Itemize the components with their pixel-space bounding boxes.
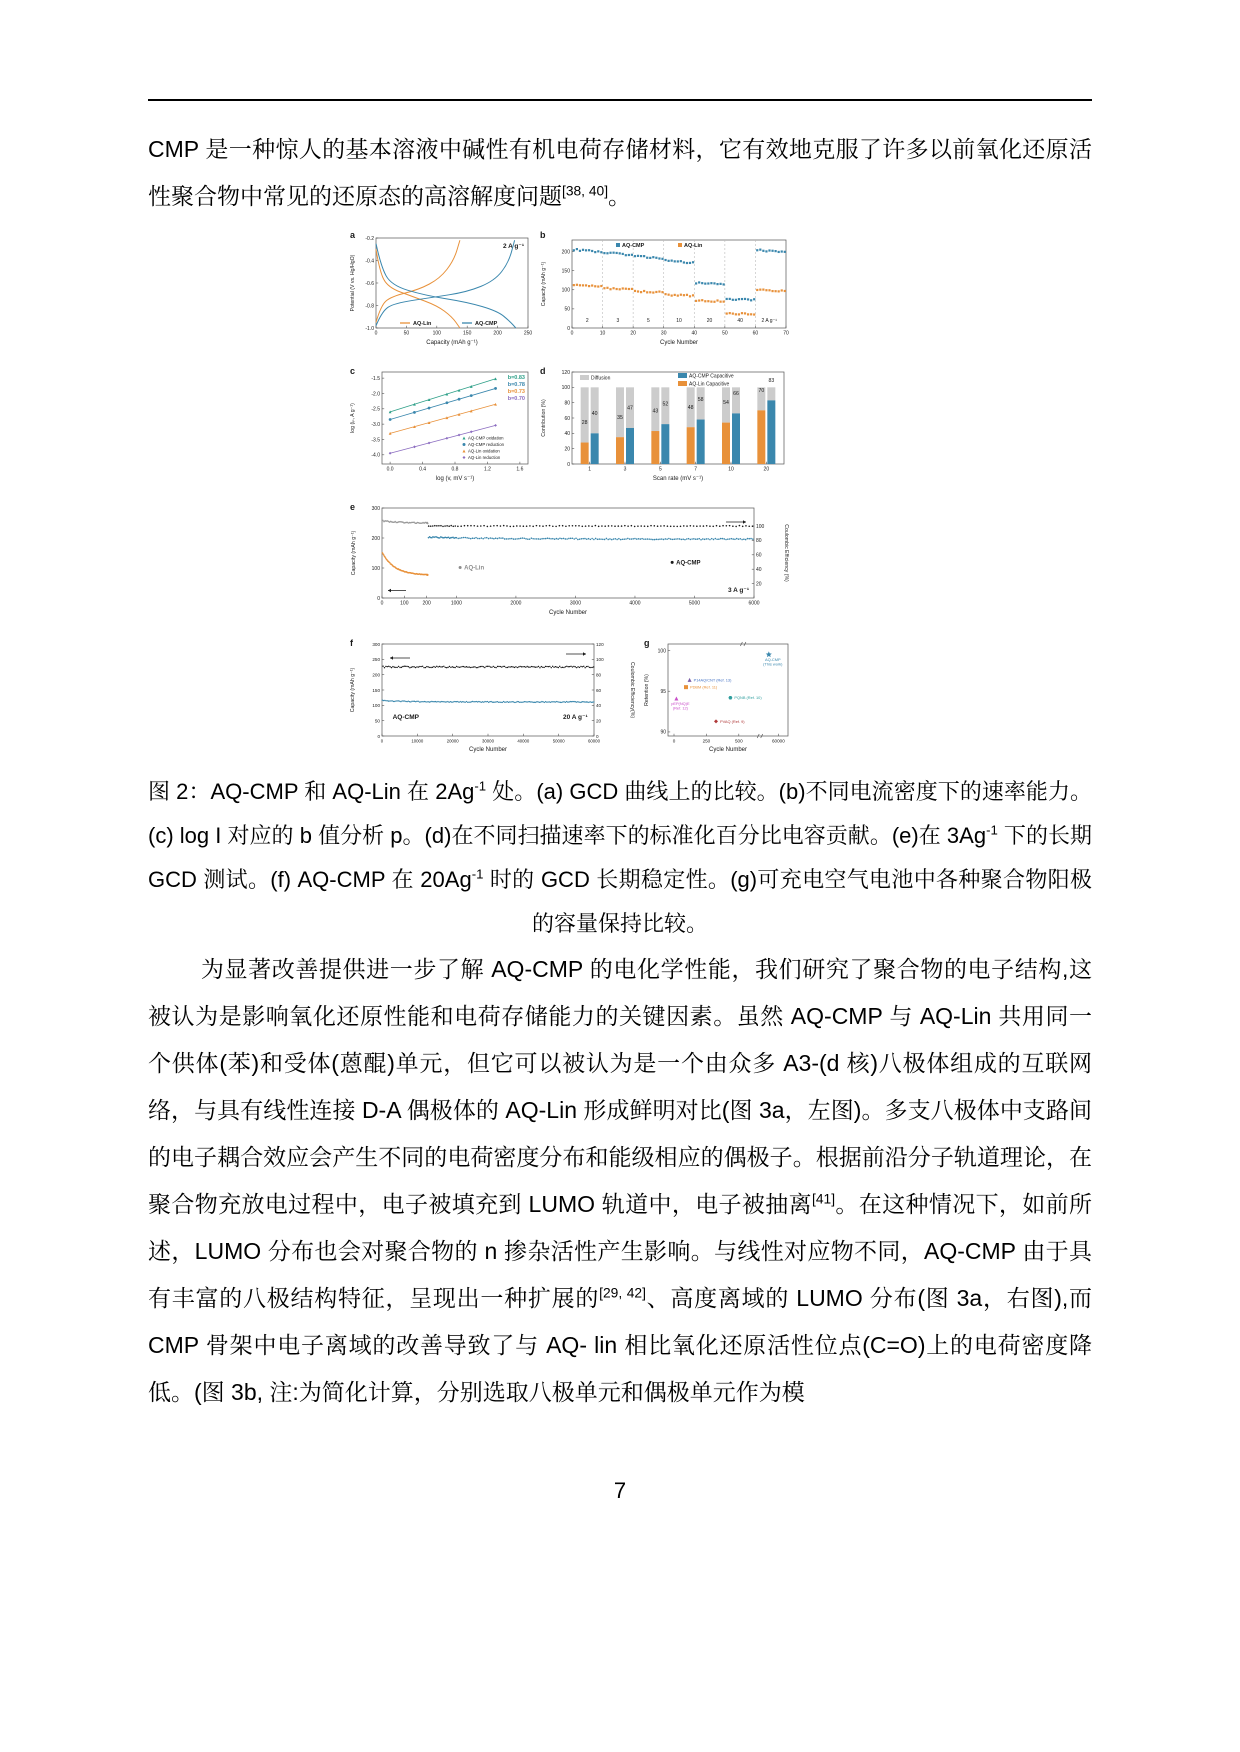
svg-text:AQ-Lin Capacitive: AQ-Lin Capacitive xyxy=(689,381,730,388)
svg-text:50: 50 xyxy=(403,330,410,337)
para2-text: 为显著改善提供进一步了解 AQ-CMP 的电化学性能，我们研究了聚合物的电子结构,这被认为是影响氧化还原性能和电荷存储能力的关键因素。虽然 AQ-CMP 与 AQ-Lin 共用同一个供体(苯)和受体(蒽醌)单元，但它可以被认为是一个由众多 A3-(d 核)八极体组成的互联网络，与具有线性连接 D-A 偶极体的 AQ-Lin 形成鲜明对比(图 3a，左图)。多支八极体中支路间的电子耦合效应会产生不同的电荷密度分布和能级相应的偶极子。根据前沿分子轨道理论，在聚合物充放电过程中，电子被填充到 LUMO 轨道中，电子被抽离 xyxy=(148,956,1092,1217)
svg-text:150: 150 xyxy=(463,330,472,337)
caption-run: 图 2：AQ-CMP 和 AQ-Lin 在 2Ag xyxy=(148,779,475,804)
svg-text:20: 20 xyxy=(756,581,762,588)
svg-text:-2.0: -2.0 xyxy=(371,391,380,398)
svg-text:40: 40 xyxy=(691,330,698,337)
svg-text:b: b xyxy=(540,230,546,240)
chart-f-stability-20a xyxy=(346,636,638,774)
svg-text:50: 50 xyxy=(564,306,570,313)
svg-text:Cycle Number: Cycle Number xyxy=(468,747,508,753)
svg-text:Capacity (mAh g⁻¹): Capacity (mAh g⁻¹) xyxy=(426,340,478,346)
svg-text:10000: 10000 xyxy=(411,738,424,744)
svg-text:-0.2: -0.2 xyxy=(365,235,374,242)
svg-text:Capacity (mAh g⁻¹): Capacity (mAh g⁻¹) xyxy=(351,530,357,576)
svg-text:150: 150 xyxy=(372,687,380,693)
chart-g-retention-comparison xyxy=(640,636,792,774)
para1-end: 。 xyxy=(608,183,632,209)
svg-text:Contribution (%): Contribution (%) xyxy=(541,399,547,437)
svg-text:28: 28 xyxy=(581,420,588,427)
svg-text:f: f xyxy=(350,638,353,648)
svg-text:200: 200 xyxy=(493,330,502,337)
svg-text:c: c xyxy=(350,366,356,376)
svg-text:70: 70 xyxy=(783,330,789,337)
svg-text:5: 5 xyxy=(647,317,650,324)
svg-text:80: 80 xyxy=(756,538,762,545)
svg-text:2 A g⁻¹: 2 A g⁻¹ xyxy=(502,243,524,250)
svg-text:Scan rate (mV s⁻¹): Scan rate (mV s⁻¹) xyxy=(652,476,704,482)
svg-text:0.4: 0.4 xyxy=(419,466,427,473)
page-number: 7 xyxy=(613,1478,627,1503)
svg-text:3: 3 xyxy=(616,317,620,324)
svg-text:Capacity (mAh g⁻¹): Capacity (mAh g⁻¹) xyxy=(541,261,547,307)
svg-text:0: 0 xyxy=(567,461,570,468)
svg-text:0.8: 0.8 xyxy=(451,466,459,473)
chart-e-long-term-gcd xyxy=(346,500,792,634)
svg-text:200: 200 xyxy=(372,672,380,678)
caption-run: 处。(a) GCD 曲线上的比较。(b)不同电流密度下的速率能力。(c) log I 对应的 b 值分析 p。(d)在不同扫描速率下的标准化百分比电容贡献。(e)在 3Ag xyxy=(148,779,1092,848)
svg-text:0: 0 xyxy=(374,330,378,337)
svg-text:40: 40 xyxy=(596,703,602,709)
svg-text:250: 250 xyxy=(523,330,533,337)
svg-text:1: 1 xyxy=(588,466,592,473)
svg-text:0: 0 xyxy=(380,738,384,744)
svg-text:0: 0 xyxy=(377,733,380,739)
svg-text:60000: 60000 xyxy=(772,738,785,744)
svg-text:Cycle Number: Cycle Number xyxy=(548,610,588,616)
svg-text:100: 100 xyxy=(372,703,380,709)
svg-text:0: 0 xyxy=(377,595,380,602)
svg-text:300: 300 xyxy=(372,641,380,647)
chart-c-b-value-analysis xyxy=(346,364,536,498)
svg-text:AQ-Lin: AQ-Lin xyxy=(413,321,432,327)
svg-text:58: 58 xyxy=(697,397,704,404)
svg-text:35: 35 xyxy=(617,414,623,421)
svg-text:43: 43 xyxy=(652,408,659,415)
header-rule xyxy=(148,99,1092,101)
svg-text:90: 90 xyxy=(660,729,666,736)
svg-text:log (iₚ, A g⁻¹): log (iₚ, A g⁻¹) xyxy=(350,403,356,433)
svg-text:40000: 40000 xyxy=(517,738,530,744)
para2-text: 、高度离域的 LUMO 分布(图 3a，右图),而 CMP 骨架中电子离域的改善导致了与 AQ- lin 相比氧化还原活性位点(C=O)上的电荷密度降低。(图 3b, 注:为简化计算，分别选取八极单元和偶极单元作为模 xyxy=(148,1285,1093,1405)
svg-text:Cycle Number: Cycle Number xyxy=(659,340,699,346)
svg-text:P14AQ/CNT (Ref. 13): P14AQ/CNT (Ref. 13) xyxy=(693,677,732,683)
svg-text:e: e xyxy=(350,502,356,512)
citation-41: [41] xyxy=(812,1191,836,1207)
svg-text:10: 10 xyxy=(676,317,682,324)
svg-text:50: 50 xyxy=(722,330,728,337)
svg-text:AQ-CMP: AQ-CMP xyxy=(622,243,645,249)
svg-text:(Ref. 12): (Ref. 12) xyxy=(672,705,688,711)
svg-text:AQ-CMP Capacitive: AQ-CMP Capacitive xyxy=(689,373,734,380)
svg-text:60: 60 xyxy=(752,330,759,337)
svg-text:100: 100 xyxy=(561,287,570,294)
svg-text:1.2: 1.2 xyxy=(483,466,491,473)
figure-2-caption xyxy=(148,770,1092,946)
svg-text:100: 100 xyxy=(561,385,570,392)
svg-text:AQ-Lin reduction: AQ-Lin reduction xyxy=(468,455,501,461)
svg-text:40: 40 xyxy=(737,317,743,324)
svg-text:3000: 3000 xyxy=(569,600,582,607)
svg-text:-3.5: -3.5 xyxy=(371,437,380,444)
svg-text:20: 20 xyxy=(564,446,570,453)
svg-text:AQ-Lin oxidation: AQ-Lin oxidation xyxy=(468,448,500,454)
svg-text:80: 80 xyxy=(564,400,570,407)
svg-text:40: 40 xyxy=(756,567,762,573)
svg-text:Diffusion: Diffusion xyxy=(591,375,611,382)
svg-text:10: 10 xyxy=(599,330,606,337)
svg-text:Coulombic Efficiency (%): Coulombic Efficiency (%) xyxy=(783,524,789,582)
svg-text:-1.5: -1.5 xyxy=(371,375,380,382)
svg-text:3: 3 xyxy=(623,466,627,473)
svg-text:-2.5: -2.5 xyxy=(371,406,380,413)
svg-text:6000: 6000 xyxy=(748,600,760,607)
para2-text: 。在这种情况下，如前所述，LUMO 分布也会对聚合物的 n 掺杂活性产生影响。与线性对应物不同，AQ-CMP 由于具有丰富的八极结构特征，呈现出一种扩展的 xyxy=(148,1191,1093,1311)
superscript: -1 xyxy=(474,778,487,794)
svg-text:Retention (%): Retention (%) xyxy=(644,674,650,706)
svg-text:0: 0 xyxy=(567,325,570,332)
para1-text: CMP 是一种惊人的基本溶液中碱性有机电荷存储材料，它有效地克服了许多以前氧化还原活性聚合物中常见的还原态的高溶解度问题 xyxy=(148,136,1092,209)
svg-text:30: 30 xyxy=(660,330,667,337)
superscript: -1 xyxy=(471,866,484,882)
chart-d-capacitive-contribution xyxy=(536,364,792,498)
svg-text:Cycle Number: Cycle Number xyxy=(708,747,748,753)
svg-text:0: 0 xyxy=(596,733,599,739)
svg-text:7: 7 xyxy=(694,466,698,473)
paragraph-1 xyxy=(148,126,1092,220)
svg-text:PQNB (Ref. 10): PQNB (Ref. 10) xyxy=(734,695,762,701)
svg-text:60: 60 xyxy=(564,415,570,422)
svg-text:250: 250 xyxy=(702,738,711,744)
svg-text:100: 100 xyxy=(371,565,380,572)
svg-text:Coulombic Efficiency(%): Coulombic Efficiency(%) xyxy=(629,661,635,719)
figure-2 xyxy=(346,228,792,776)
svg-text:0: 0 xyxy=(672,738,676,744)
svg-text:AQ-Lin: AQ-Lin xyxy=(684,243,703,249)
svg-text:a: a xyxy=(350,230,356,240)
svg-text:83: 83 xyxy=(768,377,775,384)
svg-text:250: 250 xyxy=(372,657,380,663)
svg-text:log (v, mV s⁻¹): log (v, mV s⁻¹) xyxy=(435,476,475,482)
svg-text:120: 120 xyxy=(561,369,570,376)
svg-text:100: 100 xyxy=(756,523,765,530)
svg-text:48: 48 xyxy=(687,404,694,411)
citation-38-40: [38, 40] xyxy=(562,183,609,199)
svg-text:150: 150 xyxy=(561,268,570,275)
svg-text:2: 2 xyxy=(585,317,589,324)
svg-text:1.6: 1.6 xyxy=(516,466,524,473)
svg-text:40: 40 xyxy=(591,410,598,417)
svg-text:2 A g⁻¹: 2 A g⁻¹ xyxy=(761,317,777,324)
svg-text:95: 95 xyxy=(660,689,666,696)
svg-text:200: 200 xyxy=(422,600,431,607)
svg-text:b=0.70: b=0.70 xyxy=(507,396,525,402)
svg-text:5000: 5000 xyxy=(688,600,701,607)
svg-text:g: g xyxy=(644,638,650,648)
svg-text:100: 100 xyxy=(596,657,604,663)
svg-text:AQ-CMP: AQ-CMP xyxy=(765,657,781,663)
svg-text:52: 52 xyxy=(662,401,669,408)
svg-text:50000: 50000 xyxy=(552,738,565,744)
svg-text:PDBM (Ref. 11): PDBM (Ref. 11) xyxy=(690,684,718,690)
svg-text:AQ-CMP: AQ-CMP xyxy=(676,560,701,567)
svg-text:3 A g⁻¹: 3 A g⁻¹ xyxy=(727,587,749,594)
citation-29-42: [29, 42] xyxy=(599,1285,646,1301)
svg-text:20: 20 xyxy=(596,718,602,724)
svg-text:100: 100 xyxy=(657,648,666,655)
svg-text:20: 20 xyxy=(706,317,713,324)
svg-text:100: 100 xyxy=(432,330,441,337)
svg-text:300: 300 xyxy=(371,505,380,512)
svg-text:200: 200 xyxy=(561,249,570,256)
svg-text:70: 70 xyxy=(758,387,765,394)
svg-text:80: 80 xyxy=(596,672,602,678)
svg-text:-3.0: -3.0 xyxy=(371,421,380,428)
svg-text:-0.4: -0.4 xyxy=(365,258,374,265)
paragraph-2 xyxy=(148,946,1092,1416)
svg-text:1000: 1000 xyxy=(450,600,462,607)
svg-text:54: 54 xyxy=(723,400,729,407)
svg-text:-4.0: -4.0 xyxy=(371,452,380,459)
svg-text:d: d xyxy=(540,366,546,376)
svg-text:10: 10 xyxy=(728,466,734,473)
svg-text:b=0.78: b=0.78 xyxy=(507,382,525,388)
svg-text:100: 100 xyxy=(400,600,409,607)
svg-text:60: 60 xyxy=(596,687,602,693)
svg-text:-0.6: -0.6 xyxy=(365,280,374,287)
svg-text:47: 47 xyxy=(627,405,633,412)
svg-text:200: 200 xyxy=(371,535,380,542)
svg-text:5: 5 xyxy=(658,466,662,473)
svg-text:20 A g⁻¹: 20 A g⁻¹ xyxy=(563,714,588,722)
svg-text:Potential (V vs. Hg/HgO): Potential (V vs. Hg/HgO) xyxy=(350,254,356,312)
svg-text:2000: 2000 xyxy=(510,600,522,607)
svg-text:20: 20 xyxy=(763,466,770,473)
svg-text:-1.0: -1.0 xyxy=(365,325,374,332)
svg-text:(This work): (This work) xyxy=(763,661,783,667)
svg-text:20000: 20000 xyxy=(446,738,459,744)
svg-text:50: 50 xyxy=(374,718,380,724)
svg-text:4000: 4000 xyxy=(629,600,641,607)
svg-text:66: 66 xyxy=(733,391,739,397)
svg-text:AQ-CMP: AQ-CMP xyxy=(475,321,498,327)
superscript: -1 xyxy=(986,822,998,838)
svg-text:0.0: 0.0 xyxy=(386,466,394,473)
caption-run: 时的 GCD 长期稳定性。(g)可充电空气电池中各种聚合物阳极的容量保持比较。 xyxy=(483,867,1092,936)
svg-text:b=0.73: b=0.73 xyxy=(507,389,525,395)
svg-text:AQ-Lin: AQ-Lin xyxy=(464,565,485,572)
svg-text:0: 0 xyxy=(380,600,384,607)
svg-text:AQ-CMP reduction: AQ-CMP reduction xyxy=(468,442,504,448)
svg-text:Capacity (mAh g⁻¹): Capacity (mAh g⁻¹) xyxy=(350,667,356,713)
svg-text:20: 20 xyxy=(630,330,636,337)
svg-text:PVAQ (Ref. 9): PVAQ (Ref. 9) xyxy=(720,718,745,724)
svg-text:60000: 60000 xyxy=(588,738,600,744)
caption-run: 下的长期 GCD 测试。(f) AQ-CMP 在 20Ag xyxy=(148,823,1092,892)
svg-text:b=0.83: b=0.83 xyxy=(507,375,525,381)
svg-text:pEP(NQ)E: pEP(NQ)E xyxy=(671,701,690,707)
svg-text:AQ-CMP: AQ-CMP xyxy=(392,714,419,722)
svg-text:120: 120 xyxy=(596,641,604,647)
svg-text:500: 500 xyxy=(734,738,743,744)
svg-text:60: 60 xyxy=(756,552,762,559)
svg-text:30000: 30000 xyxy=(482,738,494,744)
svg-text:AQ-CMP oxidation: AQ-CMP oxidation xyxy=(468,435,504,441)
chart-a-gcd-curves xyxy=(346,228,536,362)
chart-b-rate-capability xyxy=(536,228,792,362)
svg-text:-0.8: -0.8 xyxy=(365,303,374,310)
svg-text:40: 40 xyxy=(564,431,570,438)
svg-text:0: 0 xyxy=(570,330,574,337)
